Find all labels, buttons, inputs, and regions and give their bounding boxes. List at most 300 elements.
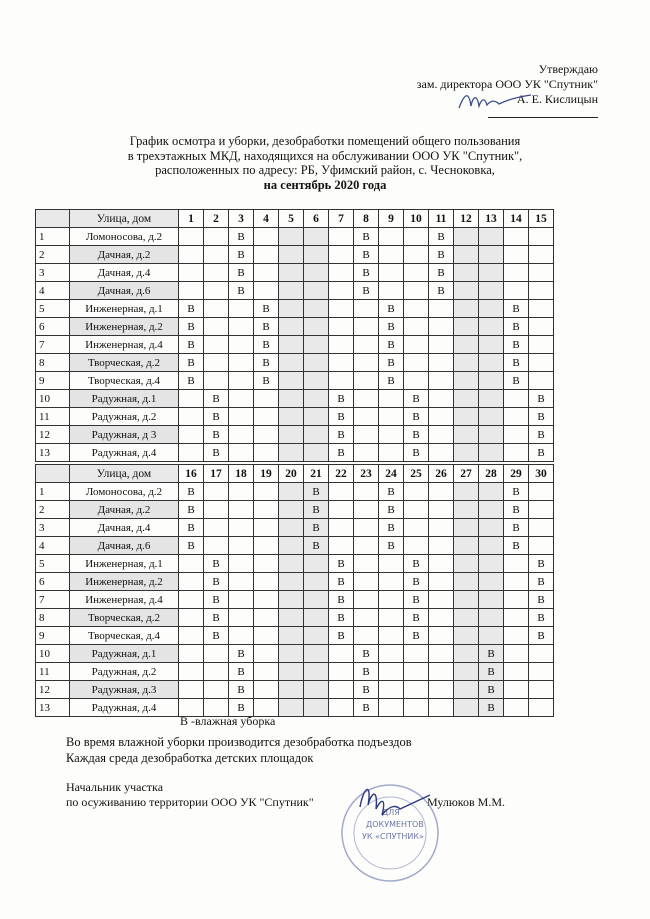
header-day: 14: [504, 210, 529, 228]
day-cell: В: [254, 300, 279, 318]
day-cell: [229, 318, 254, 336]
day-cell: [429, 663, 454, 681]
day-cell: [204, 645, 229, 663]
day-cell: [229, 336, 254, 354]
day-cell: В: [404, 627, 429, 645]
row-number: 10: [36, 645, 70, 663]
day-cell: В: [254, 336, 279, 354]
row-number: 9: [36, 372, 70, 390]
day-cell: [454, 372, 479, 390]
day-cell: [329, 354, 354, 372]
day-cell: [354, 354, 379, 372]
day-cell: [279, 282, 304, 300]
day-cell: [529, 300, 554, 318]
day-cell: [179, 609, 204, 627]
day-cell: [354, 573, 379, 591]
title-line-2: в трехэтажных МКД, находящихся на обслуживании ООО УК "Спутник",: [127, 148, 523, 163]
day-cell: [304, 426, 329, 444]
day-cell: [229, 573, 254, 591]
day-cell: [529, 501, 554, 519]
day-cell: [504, 609, 529, 627]
day-cell: В: [504, 300, 529, 318]
day-cell: [279, 408, 304, 426]
header-day: 15: [529, 210, 554, 228]
day-cell: [429, 336, 454, 354]
day-cell: В: [329, 408, 354, 426]
day-cell: [429, 573, 454, 591]
header-day: 26: [429, 465, 454, 483]
day-cell: [229, 390, 254, 408]
day-cell: В: [379, 336, 404, 354]
day-cell: В: [304, 483, 329, 501]
table-row: [36, 426, 554, 444]
day-cell: В: [529, 591, 554, 609]
day-cell: В: [179, 300, 204, 318]
day-cell: [254, 426, 279, 444]
day-cell: [329, 699, 354, 717]
day-cell: В: [204, 609, 229, 627]
row-number: 6: [36, 573, 70, 591]
day-cell: [479, 246, 504, 264]
header-day: 11: [429, 210, 454, 228]
day-cell: В: [504, 354, 529, 372]
day-cell: [454, 699, 479, 717]
street-address: Радужная, д.2: [70, 408, 179, 426]
table-row: [36, 228, 554, 246]
day-cell: В: [229, 681, 254, 699]
day-cell: В: [529, 390, 554, 408]
day-cell: [454, 609, 479, 627]
day-cell: [429, 519, 454, 537]
day-cell: В: [379, 300, 404, 318]
day-cell: [379, 681, 404, 699]
title-line-1: График осмотра и уборки, дезобработки помещений общего пользования: [129, 134, 521, 148]
day-cell: [529, 663, 554, 681]
day-cell: [304, 573, 329, 591]
day-cell: [379, 573, 404, 591]
day-cell: [229, 300, 254, 318]
day-cell: В: [429, 264, 454, 282]
day-cell: [379, 246, 404, 264]
day-cell: [254, 282, 279, 300]
day-cell: [329, 318, 354, 336]
day-cell: [279, 318, 304, 336]
day-cell: [504, 591, 529, 609]
table-row: [36, 444, 554, 462]
day-cell: В: [179, 354, 204, 372]
day-cell: В: [254, 354, 279, 372]
day-cell: [529, 336, 554, 354]
day-cell: [529, 519, 554, 537]
day-cell: [479, 519, 504, 537]
day-cell: [279, 354, 304, 372]
day-cell: [304, 282, 329, 300]
day-cell: [454, 681, 479, 699]
day-cell: [204, 501, 229, 519]
day-cell: [279, 300, 304, 318]
day-cell: В: [204, 408, 229, 426]
day-cell: [529, 246, 554, 264]
note-line-2: Каждая среда дезобработка детских площадок: [66, 751, 314, 765]
day-cell: [454, 663, 479, 681]
day-cell: В: [354, 246, 379, 264]
day-cell: [454, 627, 479, 645]
row-number: 2: [36, 501, 70, 519]
day-cell: В: [354, 663, 379, 681]
day-cell: [254, 537, 279, 555]
day-cell: В: [329, 609, 354, 627]
row-number: 13: [36, 699, 70, 717]
day-cell: [479, 372, 504, 390]
day-cell: [229, 609, 254, 627]
day-cell: [354, 537, 379, 555]
company-stamp: [320, 775, 450, 885]
day-cell: [304, 681, 329, 699]
day-cell: [479, 591, 504, 609]
day-cell: В: [329, 390, 354, 408]
day-cell: В: [529, 609, 554, 627]
table-row: [36, 573, 554, 591]
day-cell: [454, 282, 479, 300]
header-day: 12: [454, 210, 479, 228]
title-line-3: расположенных по адресу: РБ, Уфимский район, с. Чесноковка,: [155, 163, 495, 177]
day-cell: [529, 264, 554, 282]
day-cell: В: [179, 372, 204, 390]
day-cell: [429, 591, 454, 609]
day-cell: [354, 318, 379, 336]
day-cell: [304, 300, 329, 318]
day-cell: [454, 444, 479, 462]
day-cell: [479, 444, 504, 462]
day-cell: [204, 483, 229, 501]
day-cell: [429, 354, 454, 372]
day-cell: [179, 627, 204, 645]
day-cell: [229, 501, 254, 519]
day-cell: [529, 354, 554, 372]
header-day: 2: [204, 210, 229, 228]
day-cell: [404, 354, 429, 372]
day-cell: [379, 408, 404, 426]
day-cell: [404, 663, 429, 681]
day-cell: [329, 300, 354, 318]
day-cell: [304, 645, 329, 663]
day-cell: [279, 609, 304, 627]
day-cell: [379, 444, 404, 462]
day-cell: [454, 645, 479, 663]
day-cell: [529, 282, 554, 300]
day-cell: [479, 282, 504, 300]
day-cell: [404, 645, 429, 663]
day-cell: [254, 390, 279, 408]
row-number: 3: [36, 519, 70, 537]
day-cell: [304, 591, 329, 609]
day-cell: [254, 519, 279, 537]
signature-line: [488, 117, 598, 118]
day-cell: [379, 663, 404, 681]
day-cell: [179, 645, 204, 663]
day-cell: В: [229, 264, 254, 282]
day-cell: В: [379, 501, 404, 519]
day-cell: [404, 483, 429, 501]
day-cell: В: [404, 609, 429, 627]
day-cell: [429, 609, 454, 627]
day-cell: [354, 408, 379, 426]
day-cell: [279, 483, 304, 501]
day-cell: В: [254, 372, 279, 390]
day-cell: В: [254, 318, 279, 336]
row-number: 9: [36, 627, 70, 645]
day-cell: [429, 444, 454, 462]
day-cell: В: [229, 645, 254, 663]
svg-text:ДЛЯ: ДЛЯ: [382, 808, 400, 817]
day-cell: В: [329, 555, 354, 573]
street-address: Ломоносова, д.2: [70, 483, 179, 501]
day-cell: [229, 354, 254, 372]
day-cell: В: [529, 426, 554, 444]
day-cell: В: [354, 699, 379, 717]
day-cell: [504, 264, 529, 282]
day-cell: [429, 627, 454, 645]
day-cell: В: [329, 444, 354, 462]
header-day: 8: [354, 210, 379, 228]
street-address: Дачная, д.4: [70, 264, 179, 282]
day-cell: В: [179, 483, 204, 501]
day-cell: [304, 246, 329, 264]
street-address: Радужная, д.4: [70, 444, 179, 462]
day-cell: [179, 228, 204, 246]
day-cell: В: [429, 282, 454, 300]
day-cell: [329, 282, 354, 300]
svg-text:УК «СПУТНИК»: УК «СПУТНИК»: [362, 832, 424, 841]
day-cell: [204, 663, 229, 681]
note-line-1: Во время влажной уборки производится дезобработка подъездов: [66, 735, 412, 749]
street-address: Творческая, д.2: [70, 354, 179, 372]
day-cell: [179, 408, 204, 426]
day-cell: [329, 483, 354, 501]
day-cell: В: [304, 519, 329, 537]
day-cell: [379, 426, 404, 444]
day-cell: [279, 228, 304, 246]
day-cell: [404, 336, 429, 354]
header-day: 22: [329, 465, 354, 483]
header-day: 9: [379, 210, 404, 228]
day-cell: [179, 573, 204, 591]
day-cell: [204, 264, 229, 282]
day-cell: В: [329, 591, 354, 609]
day-cell: [504, 645, 529, 663]
day-cell: В: [504, 501, 529, 519]
day-cell: [254, 555, 279, 573]
signatory-name: Мулюков М.М.: [427, 795, 506, 809]
day-cell: [279, 663, 304, 681]
day-cell: [354, 483, 379, 501]
day-cell: [254, 444, 279, 462]
street-address: Дачная, д.6: [70, 282, 179, 300]
day-cell: [304, 390, 329, 408]
day-cell: [254, 591, 279, 609]
day-cell: [304, 264, 329, 282]
day-cell: В: [504, 372, 529, 390]
row-number: 7: [36, 591, 70, 609]
day-cell: В: [229, 228, 254, 246]
day-cell: [379, 699, 404, 717]
day-cell: В: [204, 627, 229, 645]
row-number: 12: [36, 426, 70, 444]
day-cell: [279, 681, 304, 699]
day-cell: [354, 426, 379, 444]
table-row: [36, 645, 554, 663]
day-cell: [279, 336, 304, 354]
day-cell: [354, 444, 379, 462]
day-cell: [404, 501, 429, 519]
day-cell: [479, 609, 504, 627]
day-cell: В: [404, 426, 429, 444]
day-cell: [279, 372, 304, 390]
day-cell: [354, 336, 379, 354]
header-row: [36, 465, 554, 483]
day-cell: [429, 318, 454, 336]
day-cell: [229, 537, 254, 555]
street-address: Радужная, д.1: [70, 645, 179, 663]
header-day: 21: [304, 465, 329, 483]
day-cell: [329, 645, 354, 663]
day-cell: В: [304, 537, 329, 555]
day-cell: [354, 555, 379, 573]
approver-signature: [455, 88, 535, 114]
day-cell: [279, 573, 304, 591]
day-cell: [254, 609, 279, 627]
header-day: 4: [254, 210, 279, 228]
day-cell: [454, 573, 479, 591]
day-cell: [454, 300, 479, 318]
day-cell: [404, 537, 429, 555]
day-cell: В: [204, 573, 229, 591]
day-cell: [229, 444, 254, 462]
day-cell: [204, 282, 229, 300]
day-cell: [529, 228, 554, 246]
street-address: Радужная, д.1: [70, 390, 179, 408]
row-number: 11: [36, 408, 70, 426]
day-cell: [479, 537, 504, 555]
day-cell: [504, 681, 529, 699]
day-cell: [479, 501, 504, 519]
day-cell: [504, 699, 529, 717]
day-cell: [379, 390, 404, 408]
day-cell: [354, 627, 379, 645]
day-cell: В: [404, 573, 429, 591]
approval-label: Утверждаю: [538, 62, 598, 76]
day-cell: [254, 645, 279, 663]
day-cell: [279, 699, 304, 717]
title-period: на сентябрь 2020 года: [263, 177, 387, 192]
table-row: [36, 681, 554, 699]
day-cell: В: [404, 444, 429, 462]
header-day: 28: [479, 465, 504, 483]
day-cell: [179, 555, 204, 573]
day-cell: [279, 519, 304, 537]
day-cell: [379, 555, 404, 573]
day-cell: [504, 627, 529, 645]
day-cell: [204, 537, 229, 555]
day-cell: [479, 573, 504, 591]
day-cell: [429, 426, 454, 444]
day-cell: [529, 699, 554, 717]
day-cell: [479, 228, 504, 246]
header-day: 10: [404, 210, 429, 228]
table-row: [36, 519, 554, 537]
day-cell: [479, 483, 504, 501]
day-cell: [254, 483, 279, 501]
day-cell: [379, 627, 404, 645]
table-row: [36, 501, 554, 519]
day-cell: [254, 681, 279, 699]
header-day: 29: [504, 465, 529, 483]
row-number: 2: [36, 246, 70, 264]
header-day: 1: [179, 210, 204, 228]
day-cell: [204, 228, 229, 246]
day-cell: [479, 318, 504, 336]
day-cell: В: [479, 663, 504, 681]
day-cell: [479, 336, 504, 354]
day-cell: [429, 408, 454, 426]
day-cell: [404, 699, 429, 717]
day-cell: [429, 390, 454, 408]
day-cell: [204, 519, 229, 537]
day-cell: [429, 681, 454, 699]
day-cell: [229, 519, 254, 537]
day-cell: [354, 501, 379, 519]
document-title: [120, 134, 530, 192]
day-cell: [529, 318, 554, 336]
day-cell: В: [329, 426, 354, 444]
day-cell: [404, 264, 429, 282]
day-cell: В: [179, 336, 204, 354]
row-number: 5: [36, 300, 70, 318]
day-cell: [504, 228, 529, 246]
street-address: Инженерная, д.1: [70, 300, 179, 318]
day-cell: [304, 627, 329, 645]
day-cell: [379, 264, 404, 282]
day-cell: В: [379, 354, 404, 372]
day-cell: [304, 699, 329, 717]
day-cell: [229, 426, 254, 444]
day-cell: В: [204, 591, 229, 609]
day-cell: В: [229, 699, 254, 717]
row-number: 4: [36, 282, 70, 300]
table-row: [36, 699, 554, 717]
day-cell: В: [204, 426, 229, 444]
day-cell: В: [329, 573, 354, 591]
day-cell: [254, 627, 279, 645]
day-cell: [279, 246, 304, 264]
table-row: [36, 390, 554, 408]
row-number: 7: [36, 336, 70, 354]
day-cell: [504, 426, 529, 444]
day-cell: [179, 264, 204, 282]
day-cell: [179, 663, 204, 681]
street-address: Радужная, д.3: [70, 681, 179, 699]
day-cell: [204, 318, 229, 336]
table-row: [36, 336, 554, 354]
day-cell: [279, 645, 304, 663]
day-cell: В: [379, 519, 404, 537]
day-cell: [304, 228, 329, 246]
table-row: [36, 354, 554, 372]
day-cell: [454, 228, 479, 246]
table-row: [36, 609, 554, 627]
day-cell: [404, 282, 429, 300]
day-cell: [504, 246, 529, 264]
